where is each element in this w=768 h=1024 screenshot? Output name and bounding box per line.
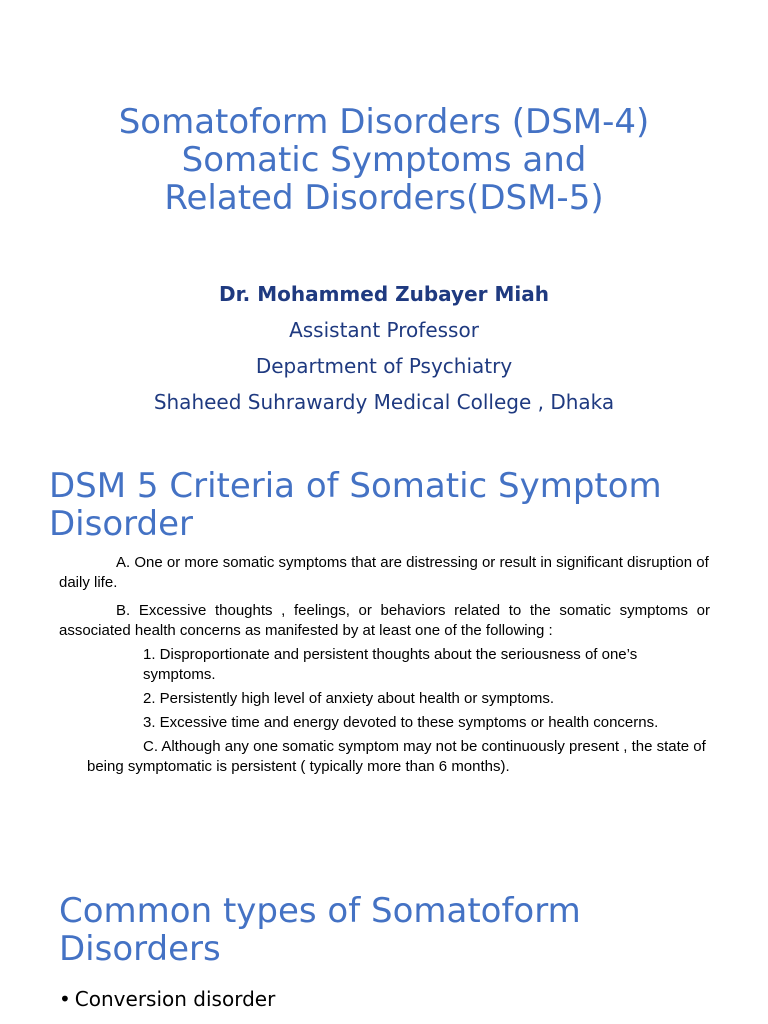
author-position: Assistant Professor bbox=[289, 318, 479, 342]
list-item-label: Conversion disorder bbox=[74, 987, 276, 1011]
slide-title bbox=[0, 103, 768, 217]
criterion-b: B. Excessive thoughts , feelings, or behaviors related to the somatic symptoms or associated health concerns as manifested by at least one of the following : bbox=[59, 602, 710, 639]
types-heading-line-2: Disorders bbox=[59, 929, 221, 969]
author-department: Department of Psychiatry bbox=[255, 354, 513, 378]
criterion-b-item-1: 1. Disproportionate and persistent thoughts about the seriousness of one’s symptoms. bbox=[143, 646, 638, 683]
author-name: Dr. Mohammed Zubayer Miah bbox=[219, 282, 549, 306]
criterion-a: A. One or more somatic symptoms that are distressing or result in significant disruption of daily life. bbox=[59, 554, 709, 591]
list-item bbox=[59, 984, 275, 1014]
author-institution: Shaheed Suhrawardy Medical College , Dhaka bbox=[153, 390, 615, 414]
criteria-body bbox=[59, 553, 710, 777]
criterion-c: C. Although any one somatic symptom may not be continuously present , the state of being symptomatic is persistent ( typically more than 6 months). bbox=[87, 738, 706, 775]
types-list bbox=[59, 984, 275, 1014]
types-heading-line-1: Common types of Somatoform bbox=[59, 891, 581, 931]
title-line-2: Somatic Symptoms and bbox=[181, 140, 587, 180]
dsm5-heading-line-1: DSM 5 Criteria of Somatic Symptom bbox=[49, 466, 662, 506]
criterion-b-item-2: 2. Persistently high level of anxiety about health or symptoms. bbox=[143, 690, 555, 707]
dsm5-heading-line-2: Disorder bbox=[49, 504, 194, 544]
author-block bbox=[0, 279, 768, 423]
types-heading bbox=[59, 892, 759, 968]
title-line-1: Somatoform Disorders (DSM-4) bbox=[118, 102, 650, 142]
criterion-b-item-3: 3. Excessive time and energy devoted to these symptoms or health concerns. bbox=[143, 714, 659, 731]
bullet-icon: • bbox=[59, 987, 71, 1011]
title-line-3: Related Disorders(DSM-5) bbox=[164, 178, 604, 218]
dsm5-heading bbox=[49, 467, 749, 543]
